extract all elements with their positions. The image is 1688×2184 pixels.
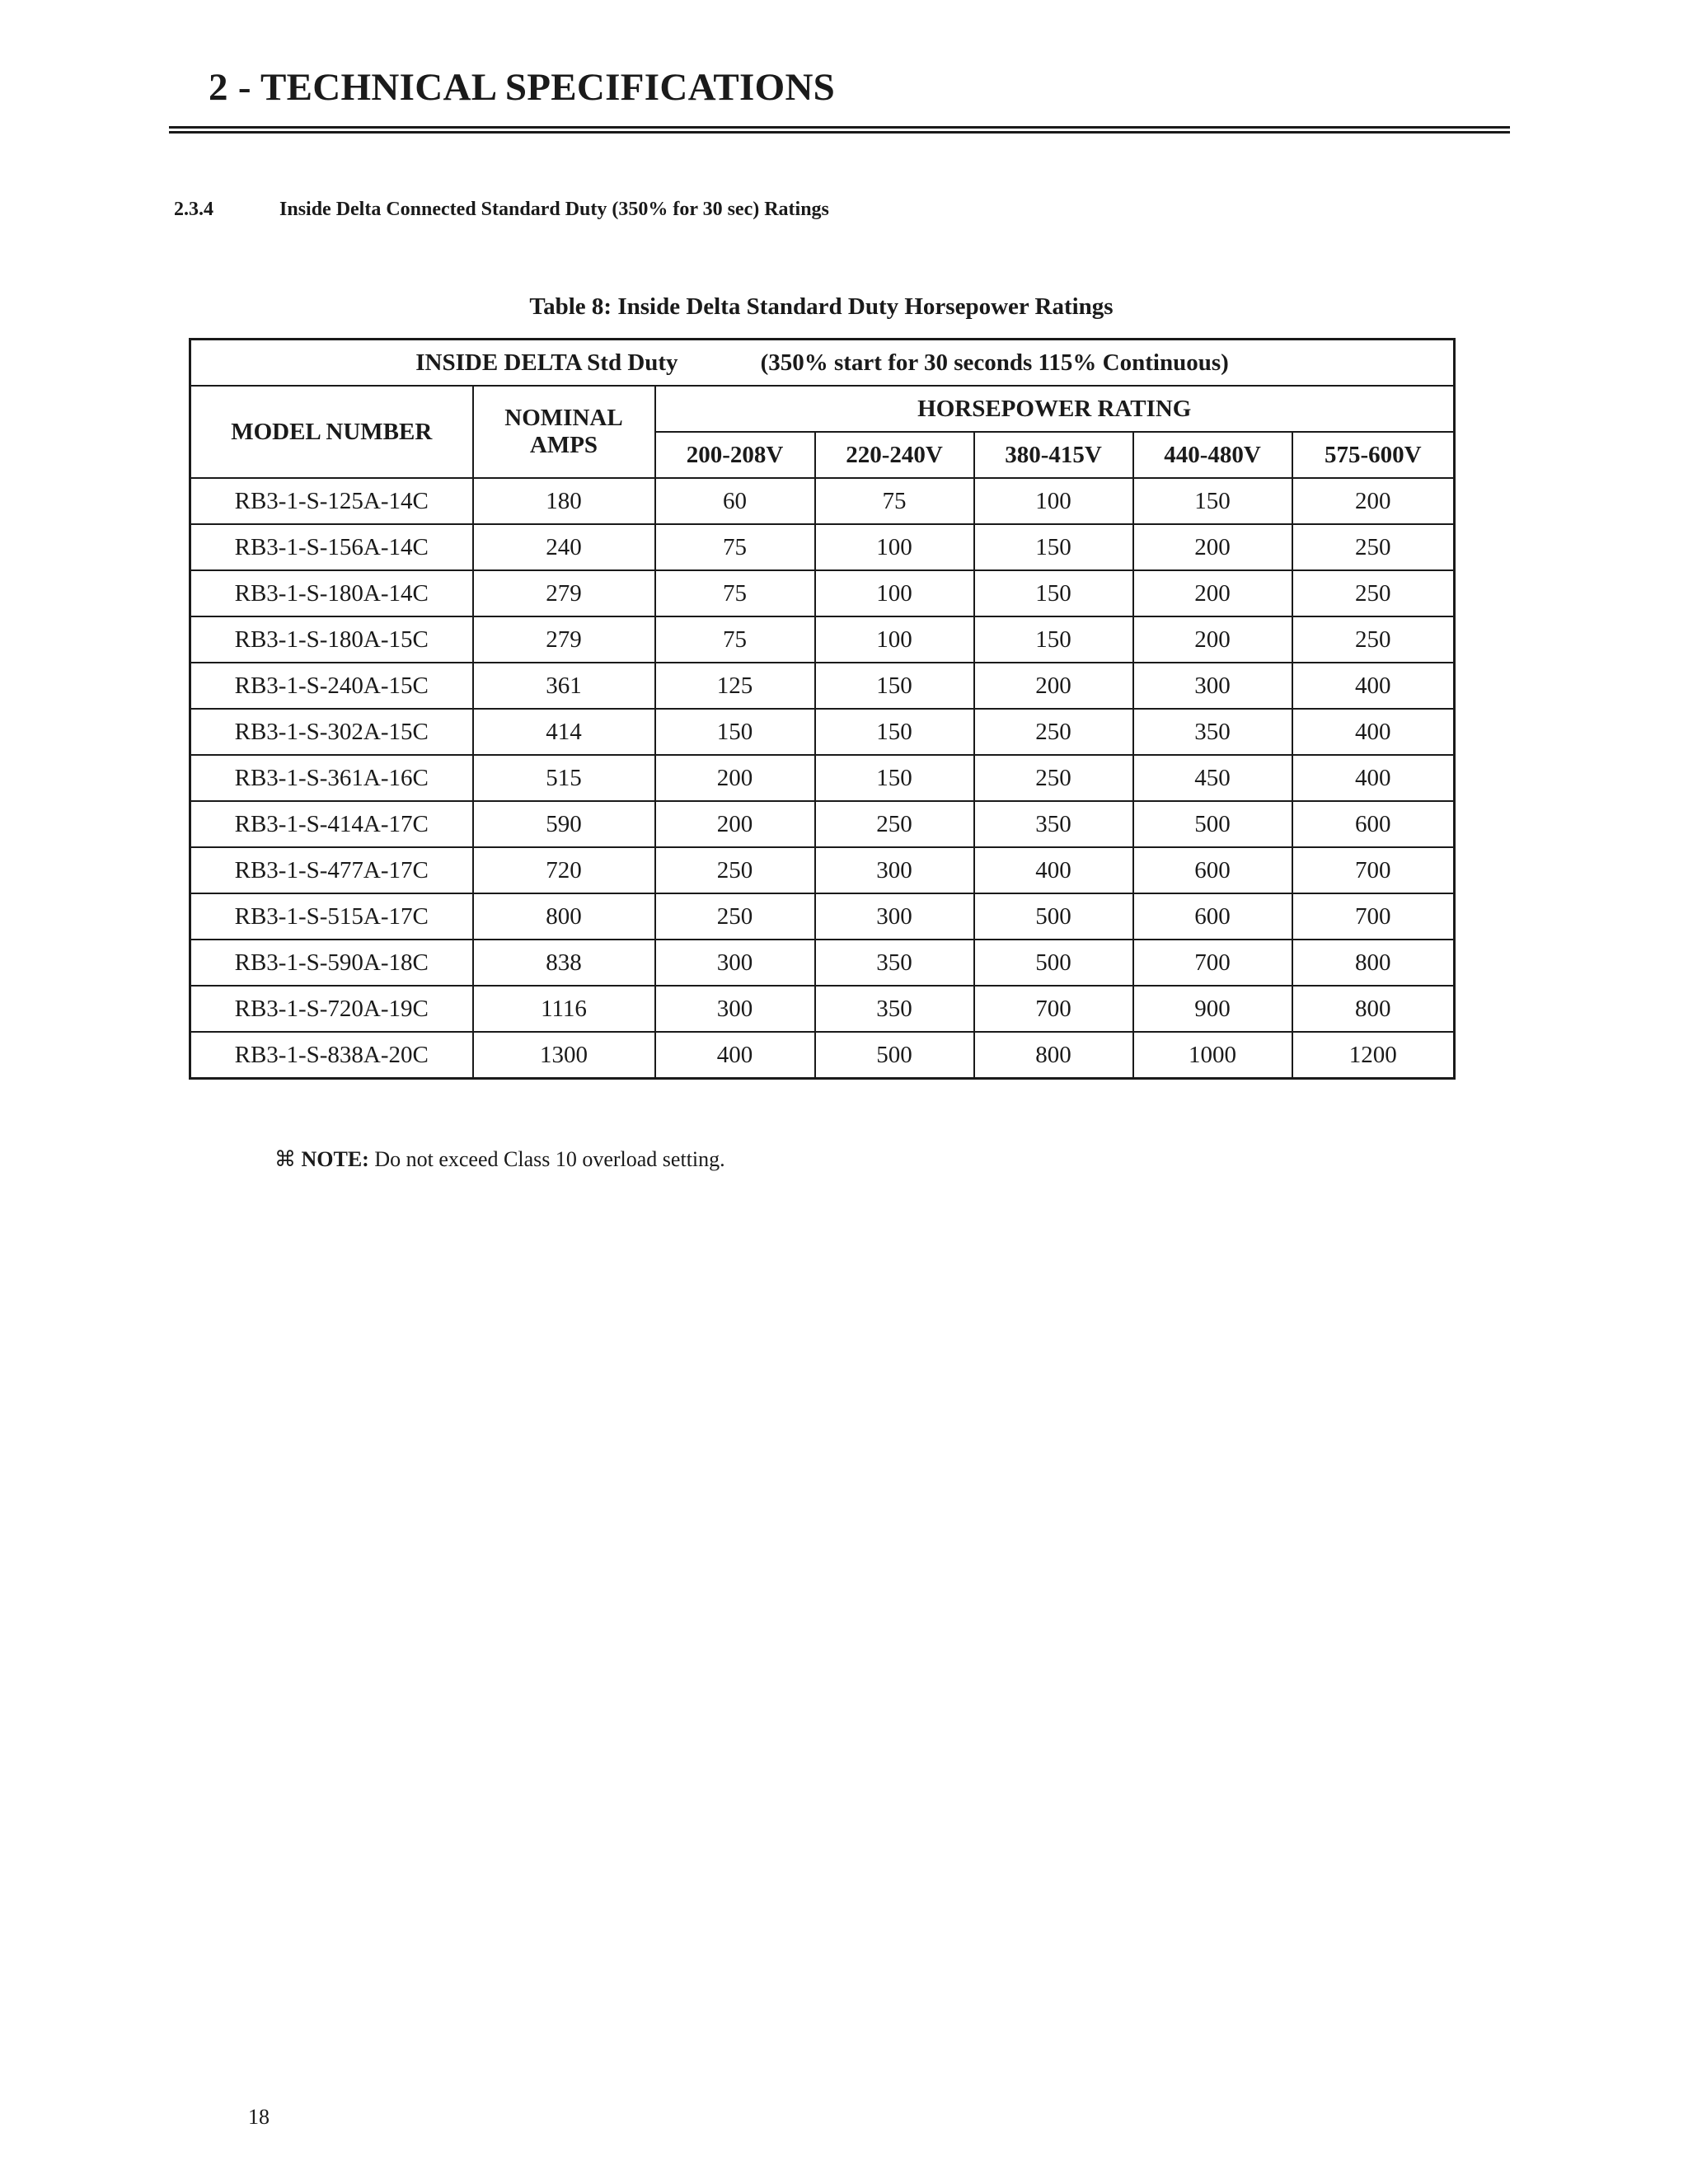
cell-horsepower: 200 [655,755,815,801]
cell-horsepower: 150 [815,755,974,801]
header-nominal-amps-line1: NOMINAL [504,405,623,431]
cell-horsepower: 600 [1133,847,1292,893]
table-caption: Table 8: Inside Delta Standard Duty Horsepower Ratings [529,293,1114,320]
cell-horsepower: 350 [1133,709,1292,755]
header-nominal-amps-line2: AMPS [529,432,598,458]
cell-horsepower: 300 [655,986,815,1032]
cell-horsepower: 1200 [1292,1032,1455,1079]
cell-horsepower: 60 [655,478,815,524]
cell-horsepower: 150 [974,616,1133,663]
banner-left-text: INSIDE DELTA Std Duty [415,349,678,376]
cell-nominal-amps: 279 [473,616,655,663]
cell-model-number: RB3-1-S-302A-15C [190,709,473,755]
cell-horsepower: 300 [655,940,815,986]
cell-horsepower: 150 [974,524,1133,570]
cell-horsepower: 100 [815,570,974,616]
page-title: 2 - TECHNICAL SPECIFICATIONS [209,66,836,109]
cell-horsepower: 250 [1292,570,1455,616]
ratings-table [189,338,1456,1080]
cell-horsepower: 150 [815,709,974,755]
banner-right-text: (350% start for 30 seconds 115% Continuous) [760,349,1229,376]
cell-horsepower: 200 [1133,524,1292,570]
cell-horsepower: 200 [1292,478,1455,524]
cell-model-number: RB3-1-S-720A-19C [190,986,473,1032]
cell-horsepower: 150 [815,663,974,709]
cell-horsepower: 400 [1292,709,1455,755]
table-row [190,570,1455,616]
cell-horsepower: 75 [815,478,974,524]
cell-horsepower: 800 [1292,986,1455,1032]
header-horsepower-rating: HORSEPOWER RATING [655,386,1455,432]
cell-nominal-amps: 414 [473,709,655,755]
cell-model-number: RB3-1-S-414A-17C [190,801,473,847]
table-row [190,847,1455,893]
cell-horsepower: 1000 [1133,1032,1292,1079]
cell-horsepower: 350 [815,940,974,986]
cell-horsepower: 700 [1292,847,1455,893]
table-row [190,663,1455,709]
cell-horsepower: 200 [1133,616,1292,663]
table-row [190,755,1455,801]
cell-horsepower: 150 [655,709,815,755]
cell-horsepower: 75 [655,616,815,663]
cell-horsepower: 250 [974,755,1133,801]
cell-horsepower: 500 [815,1032,974,1079]
header-voltage: 220-240V [815,432,974,478]
header-rule-thin [169,126,1510,129]
cell-horsepower: 800 [1292,940,1455,986]
header-voltage: 575-600V [1292,432,1455,478]
cell-horsepower: 300 [815,847,974,893]
cell-nominal-amps: 1116 [473,986,655,1032]
section-title: Inside Delta Connected Standard Duty (350% for 30 sec) Ratings [279,199,829,220]
cell-model-number: RB3-1-S-180A-14C [190,570,473,616]
note [274,1147,725,1172]
header-voltage: 440-480V [1133,432,1292,478]
cell-horsepower: 700 [1292,893,1455,940]
table-banner-row [190,340,1455,387]
cell-horsepower: 100 [815,524,974,570]
cell-model-number: RB3-1-S-240A-15C [190,663,473,709]
table-row [190,709,1455,755]
cell-horsepower: 250 [1292,524,1455,570]
cell-horsepower: 400 [1292,755,1455,801]
cell-nominal-amps: 590 [473,801,655,847]
cell-nominal-amps: 279 [473,570,655,616]
cell-horsepower: 350 [974,801,1133,847]
cell-nominal-amps: 800 [473,893,655,940]
header-nominal-amps [473,386,655,478]
cell-nominal-amps: 720 [473,847,655,893]
cell-horsepower: 600 [1292,801,1455,847]
cell-horsepower: 200 [655,801,815,847]
cell-model-number: RB3-1-S-477A-17C [190,847,473,893]
cell-horsepower: 400 [974,847,1133,893]
header-model-number: MODEL NUMBER [190,386,473,478]
note-command-icon: ⌘ [274,1147,296,1171]
note-text: Do not exceed Class 10 overload setting. [374,1147,725,1171]
cell-horsepower: 250 [974,709,1133,755]
table-row [190,801,1455,847]
cell-model-number: RB3-1-S-590A-18C [190,940,473,986]
cell-model-number: RB3-1-S-515A-17C [190,893,473,940]
cell-model-number: RB3-1-S-180A-15C [190,616,473,663]
cell-horsepower: 200 [1133,570,1292,616]
cell-horsepower: 800 [974,1032,1133,1079]
section-number: 2.3.4 [174,199,213,220]
cell-horsepower: 700 [974,986,1133,1032]
cell-model-number: RB3-1-S-156A-14C [190,524,473,570]
table-body [190,478,1455,1079]
cell-horsepower: 150 [1133,478,1292,524]
cell-horsepower: 250 [655,893,815,940]
cell-horsepower: 600 [1133,893,1292,940]
cell-horsepower: 500 [1133,801,1292,847]
note-label: NOTE: [301,1147,369,1171]
cell-nominal-amps: 838 [473,940,655,986]
cell-nominal-amps: 180 [473,478,655,524]
cell-horsepower: 350 [815,986,974,1032]
table-row [190,893,1455,940]
cell-nominal-amps: 240 [473,524,655,570]
table-banner [190,340,1455,387]
cell-horsepower: 75 [655,524,815,570]
cell-horsepower: 500 [974,940,1133,986]
cell-horsepower: 400 [1292,663,1455,709]
cell-horsepower: 250 [1292,616,1455,663]
cell-model-number: RB3-1-S-838A-20C [190,1032,473,1079]
cell-horsepower: 100 [815,616,974,663]
table-row [190,478,1455,524]
cell-model-number: RB3-1-S-361A-16C [190,755,473,801]
cell-horsepower: 250 [655,847,815,893]
cell-model-number: RB3-1-S-125A-14C [190,478,473,524]
cell-horsepower: 125 [655,663,815,709]
table-row [190,940,1455,986]
header-voltage: 200-208V [655,432,815,478]
cell-horsepower: 500 [974,893,1133,940]
cell-horsepower: 300 [815,893,974,940]
cell-horsepower: 150 [974,570,1133,616]
table-row [190,1032,1455,1079]
cell-horsepower: 200 [974,663,1133,709]
cell-horsepower: 700 [1133,940,1292,986]
cell-horsepower: 300 [1133,663,1292,709]
cell-horsepower: 75 [655,570,815,616]
cell-horsepower: 250 [815,801,974,847]
cell-horsepower: 100 [974,478,1133,524]
cell-nominal-amps: 1300 [473,1032,655,1079]
cell-nominal-amps: 515 [473,755,655,801]
page-number: 18 [248,2105,270,2129]
table-row [190,986,1455,1032]
cell-horsepower: 450 [1133,755,1292,801]
header-voltage: 380-415V [974,432,1133,478]
cell-horsepower: 900 [1133,986,1292,1032]
cell-nominal-amps: 361 [473,663,655,709]
cell-horsepower: 400 [655,1032,815,1079]
table-row [190,524,1455,570]
table-header-row-1 [190,386,1455,432]
table-row [190,616,1455,663]
header-rule-thick [169,131,1510,134]
